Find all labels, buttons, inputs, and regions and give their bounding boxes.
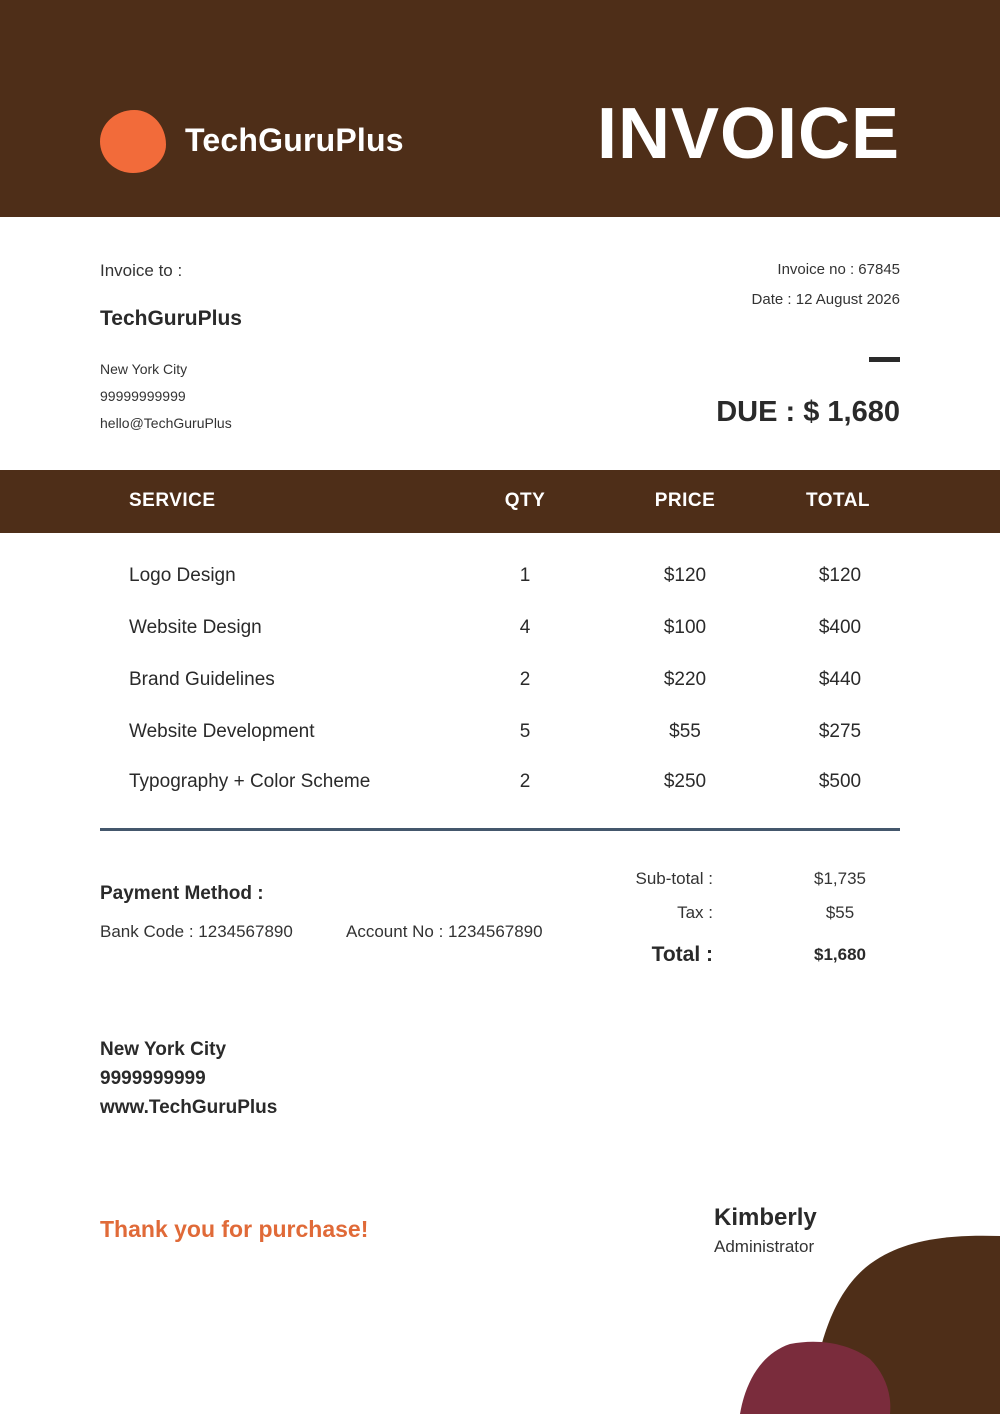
table-row xyxy=(0,669,1000,709)
contact-city: New York City xyxy=(100,1039,227,1060)
row-total: $120 xyxy=(818,565,862,586)
account-number: Account No : 1234567890 xyxy=(346,922,543,941)
header-qty: QTY xyxy=(504,490,546,511)
row-price: $120 xyxy=(663,565,707,586)
header-service: SERVICE xyxy=(129,490,216,511)
total-value: $1,680 xyxy=(814,945,866,964)
client-city: New York City xyxy=(100,361,188,377)
row-price: $100 xyxy=(663,617,707,638)
divider-dash xyxy=(869,357,900,362)
header-price: PRICE xyxy=(654,490,716,511)
payment-method-title: Payment Method : xyxy=(100,883,264,904)
client-email: hello@TechGuruPlus xyxy=(100,415,232,431)
row-total: $275 xyxy=(818,721,862,742)
row-service: Website Design xyxy=(129,617,262,638)
signer-name: Kimberly xyxy=(714,1204,817,1231)
row-total: $500 xyxy=(818,771,862,792)
row-service: Website Development xyxy=(129,721,315,742)
client-phone: 99999999999 xyxy=(100,388,186,404)
logo-blob-icon xyxy=(100,110,166,173)
row-price: $55 xyxy=(669,721,701,742)
contact-website: www.TechGuruPlus xyxy=(100,1097,278,1118)
invoice-header xyxy=(0,0,1000,217)
row-qty: 2 xyxy=(519,771,531,792)
row-total: $440 xyxy=(818,669,862,690)
total-label: Total : xyxy=(651,943,713,966)
invoice-number: Invoice no : 67845 xyxy=(777,261,900,278)
brand-name: TechGuruPlus xyxy=(185,122,404,158)
invoice-title: INVOICE xyxy=(596,94,900,174)
table-row xyxy=(0,771,1000,811)
subtotal-label: Sub-total : xyxy=(635,869,713,888)
signer-role: Administrator xyxy=(714,1237,815,1256)
row-qty: 5 xyxy=(519,721,531,742)
invoice-date: Date : 12 August 2026 xyxy=(751,291,900,308)
table-row xyxy=(0,721,1000,761)
bank-code: Bank Code : 1234567890 xyxy=(100,922,293,941)
table-row xyxy=(0,565,1000,605)
decorative-blobs-icon xyxy=(740,1234,1000,1414)
thank-you-message: Thank you for purchase! xyxy=(100,1216,369,1242)
row-qty: 1 xyxy=(519,565,531,586)
table-header xyxy=(0,470,1000,533)
row-qty: 4 xyxy=(519,617,531,638)
row-price: $220 xyxy=(663,669,707,690)
header-total: TOTAL xyxy=(805,490,871,511)
amount-due: DUE : $ 1,680 xyxy=(716,396,900,428)
row-price: $250 xyxy=(663,771,707,792)
row-service: Logo Design xyxy=(129,565,236,586)
tax-label: Tax : xyxy=(677,903,713,922)
row-total: $400 xyxy=(818,617,862,638)
row-service: Typography + Color Scheme xyxy=(129,771,371,792)
row-qty: 2 xyxy=(519,669,531,690)
subtotal-value: $1,735 xyxy=(814,869,866,888)
table-bottom-rule xyxy=(100,828,900,831)
contact-phone: 9999999999 xyxy=(100,1068,206,1089)
row-service: Brand Guidelines xyxy=(129,669,275,690)
table-row xyxy=(0,617,1000,657)
invoice-to-label: Invoice to : xyxy=(100,261,183,280)
tax-value: $55 xyxy=(825,903,855,922)
client-name: TechGuruPlus xyxy=(100,307,242,330)
